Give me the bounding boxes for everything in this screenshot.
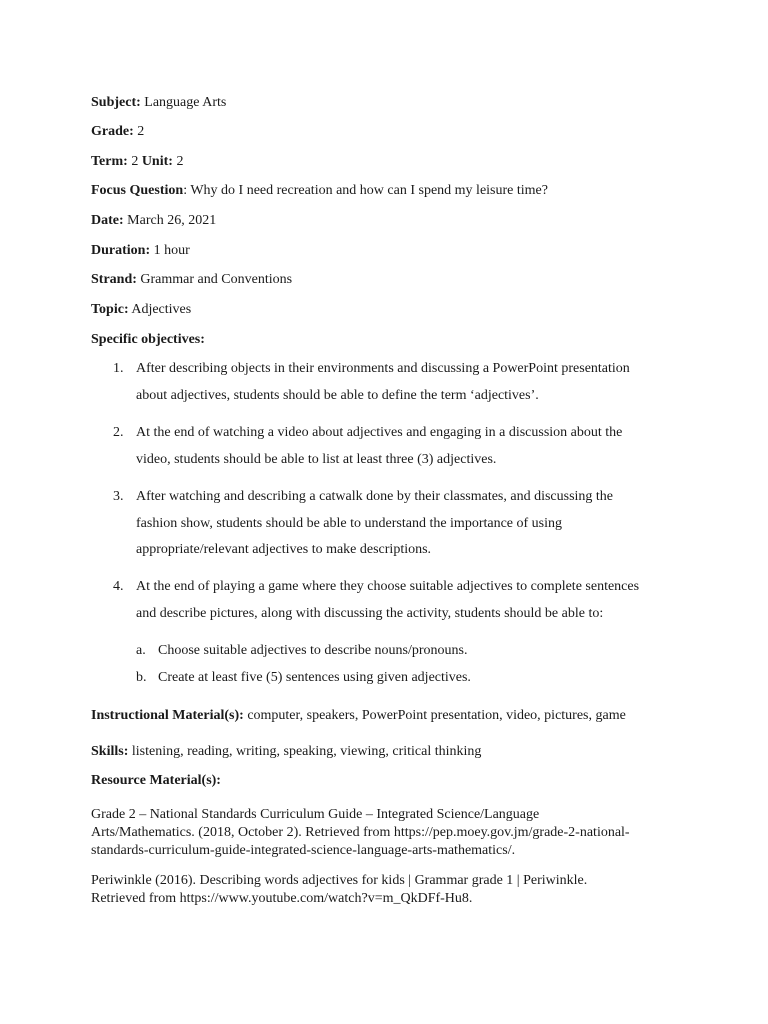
date-field: [91, 212, 216, 230]
materials-value: computer, speakers, PowerPoint presentation, video, pictures, game: [243, 708, 626, 723]
unit-value: 2: [172, 154, 184, 169]
term-value: 2: [127, 154, 142, 169]
grade-value: 2: [133, 124, 145, 139]
objective-line: and describe pictures, along with discussing the activity, students should be able to:: [136, 606, 604, 621]
objective-line: about adjectives, students should be able to define the term ‘adjectives’.: [136, 388, 539, 403]
objective-number: 2.: [113, 425, 124, 440]
objective-line: video, students should be able to list at least three (3) adjectives.: [136, 452, 497, 467]
subject-value: Language Arts: [140, 95, 227, 110]
subject-field: [91, 94, 226, 112]
strand-value: Grammar and Conventions: [136, 272, 293, 287]
duration-field: [91, 242, 190, 260]
objective-line: fashion show, students should be able to understand the importance of using: [136, 516, 563, 531]
sub-objective-text: Choose suitable adjectives to describe nouns/pronouns.: [158, 643, 468, 658]
skills-field: [91, 743, 481, 761]
objective-line: appropriate/relevant adjectives to make descriptions.: [136, 542, 432, 557]
sub-objective-text: Create at least five (5) sentences using given adjectives.: [158, 670, 471, 685]
objectives-heading: [91, 331, 205, 349]
focus-question-field: [91, 182, 548, 200]
objective-line: At the end of playing a game where they choose suitable adjectives to complete sentences: [136, 579, 640, 594]
strand-field: [91, 271, 292, 289]
reference-line: standards-curriculum-guide-integrated-science-language-arts-mathematics/.: [91, 843, 516, 858]
grade-field: [91, 123, 144, 141]
objective-line: After watching and describing a catwalk done by their classmates, and discussing the: [136, 489, 614, 504]
topic-value: Adjectives: [128, 302, 192, 317]
topic-label: Topic:: [91, 302, 129, 317]
instructional-materials-field: [91, 707, 626, 725]
sub-objective-letter: a.: [136, 643, 146, 658]
term-unit-field: [91, 153, 183, 171]
subject-label: Subject:: [91, 95, 141, 110]
focus-question-value: : Why do I need recreation and how can I spend my leisure time?: [183, 183, 548, 198]
objective-number: 1.: [113, 361, 124, 376]
date-value: March 26, 2021: [123, 213, 217, 228]
duration-value: 1 hour: [150, 243, 190, 258]
objective-number: 4.: [113, 579, 124, 594]
objective-line: After describing objects in their environments and discussing a PowerPoint presentation: [136, 361, 630, 376]
duration-label: Duration:: [91, 243, 151, 258]
strand-label: Strand:: [91, 272, 137, 287]
resources-heading: [91, 772, 221, 790]
skills-value: listening, reading, writing, speaking, viewing, critical thinking: [128, 744, 482, 759]
materials-label: Instructional Material(s):: [91, 708, 244, 723]
objective-number: 3.: [113, 489, 124, 504]
sub-objective-letter: b.: [136, 670, 147, 685]
topic-field: [91, 301, 191, 319]
objective-line: At the end of watching a video about adjectives and engaging in a discussion about the: [136, 425, 623, 440]
focus-question-label: Focus Question: [91, 183, 184, 198]
term-label: Term:: [91, 154, 128, 169]
reference-line: Arts/Mathematics. (2018, October 2). Retrieved from https://pep.moey.gov.jm/grade-2-national-: [91, 825, 630, 840]
reference-line: Retrieved from https://www.youtube.com/watch?v=m_QkDFf-Hu8.: [91, 891, 473, 906]
objectives-heading-text: Specific objectives:: [91, 332, 205, 347]
date-label: Date:: [91, 213, 124, 228]
grade-label: Grade:: [91, 124, 134, 139]
reference-line: Grade 2 – National Standards Curriculum Guide – Integrated Science/Language: [91, 807, 540, 822]
unit-label: Unit:: [141, 154, 173, 169]
resources-heading-text: Resource Material(s):: [91, 773, 221, 788]
reference-line: Periwinkle (2016). Describing words adjectives for kids | Grammar grade 1 | Periwinkle.: [91, 873, 588, 888]
skills-label: Skills:: [91, 744, 129, 759]
